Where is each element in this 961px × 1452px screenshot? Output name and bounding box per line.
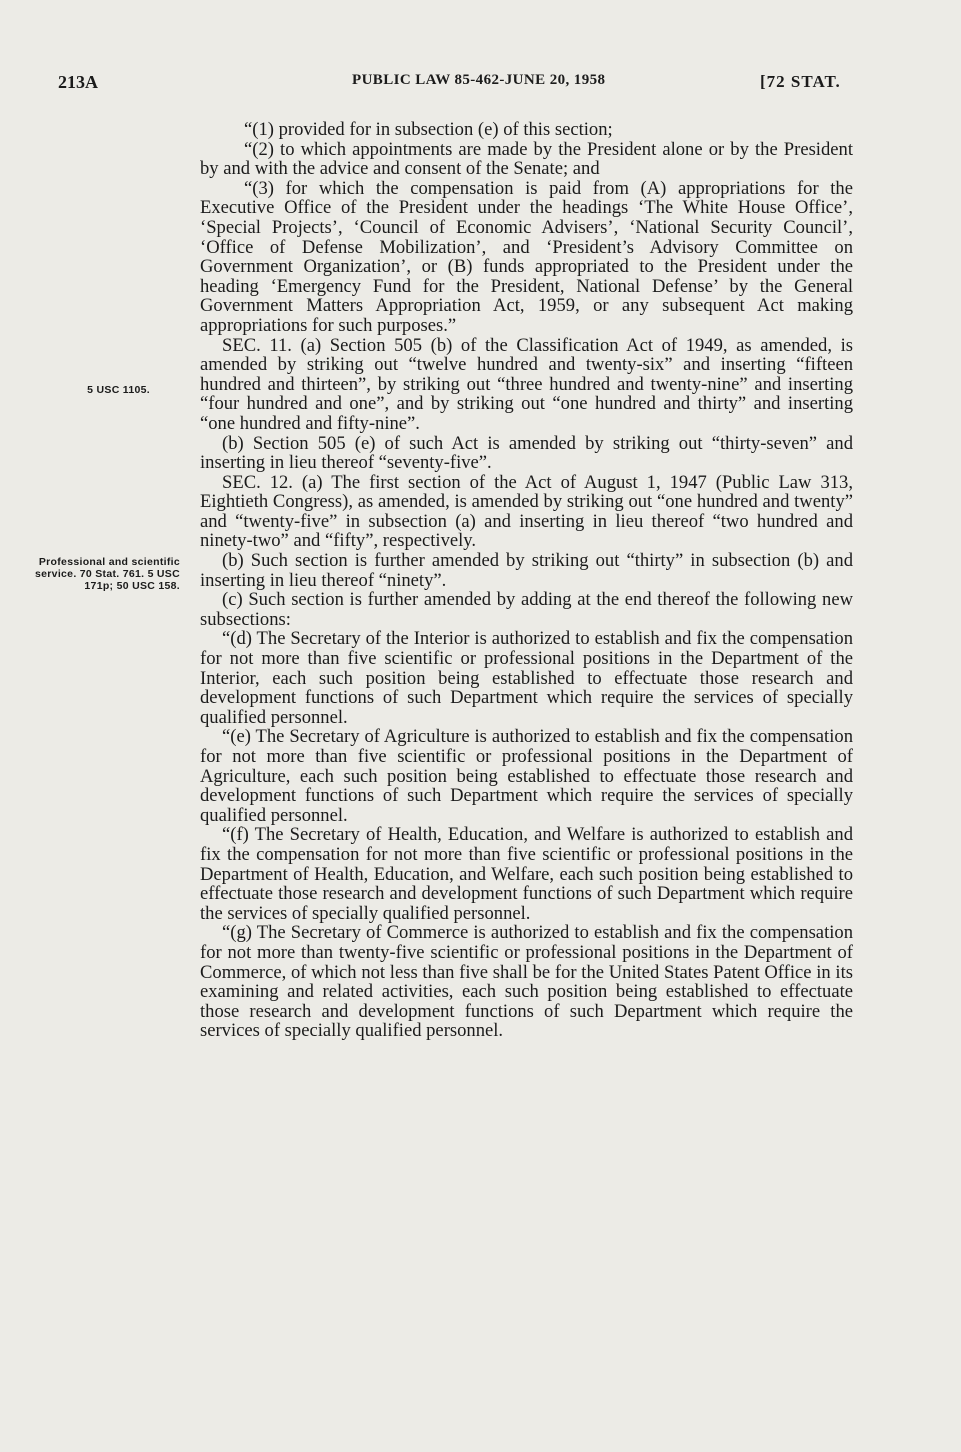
statute-volume: [72 STAT. bbox=[760, 72, 841, 91]
margin-note-usc-1105: 5 USC 1105. bbox=[87, 384, 150, 396]
margin-note-professional-service: Professional and scientific service. 70 Stat. 761. 5 USC 171p; 50 USC 158. bbox=[35, 556, 180, 592]
sec12-b: (b) Such section is further amended by striking out “thirty” in subsection (b) and inserting in lieu thereof “ninety”. bbox=[200, 550, 853, 591]
subsection-e: “(e) The Secretary of Agriculture is authorized to establish and fix the compensation for not more than five scientific or professional positions in the Department of Agriculture, each such position being established to effectuate those research and development functions of such Department which require the services of specially qualified personnel. bbox=[200, 726, 853, 826]
clause-2: “(2) to which appointments are made by the President alone or by the President by and with the advice and consent of the Senate; and bbox=[200, 138, 853, 180]
sec12-a: SEC. 12. (a) The first section of the Act of August 1, 1947 (Public Law 313, Eightieth Congress), as amended, is amended by striking out “one hundred and twenty” and “twenty-five” in subsection (a) and inserting in lieu thereof “two hundred and ninety-two” and “fifty”, respectively. bbox=[200, 471, 853, 552]
page-number: 213A bbox=[58, 72, 98, 92]
subsection-d: “(d) The Secretary of the Interior is authorized to establish and fix the compensation for not more than five scientific or professional positions in the Department of the Interior, each such position being established to effectuate those research and development functions of such Department which require the services of specially qualified personnel. bbox=[200, 628, 853, 728]
body-text bbox=[200, 120, 853, 1041]
subsection-f: “(f) The Secretary of Health, Education, and Welfare is authorized to establish and fix the compensation for not more than five scientific or professional positions in the Department of Health, Education, and Welfare, each such position being established to effectuate those research and development functions of such Department which require the services of specially qualified personnel. bbox=[200, 824, 853, 924]
running-title: PUBLIC LAW 85-462-JUNE 20, 1958 bbox=[352, 72, 606, 88]
clause-3: “(3) for which the compensation is paid from (A) appropriations for the Executive Office of the President under the headings ‘The White House Office’, ‘Special Projects’, ‘Council of Economic Advisers’, ‘National Security Council’, ‘Office of Defense Mobilization’, and ‘President’s Advisory Committee on Government Organization’, or (B) funds appropriated to the President under the heading ‘Emergency Fund for the President, National Defense’ by the General Government Matters Appropriation Act, 1959, or any subsequent Act making appropriations for such purposes.” bbox=[200, 177, 853, 336]
sec12-c: (c) Such section is further amended by adding at the end thereof the following new subsections: bbox=[200, 589, 853, 630]
sec11-a: SEC. 11. (a) Section 505 (b) of the Classification Act of 1949, as amended, is amended by striking out “twelve hundred and twenty-six” and inserting “fifteen hundred and thirteen”, by striking out “three hundred and twenty-nine” and inserting “four hundred and one”, and by striking out “one hundred and thirty” and inserting “one hundred and fifty-nine”. bbox=[200, 334, 853, 434]
subsection-g: “(g) The Secretary of Commerce is authorized to establish and fix the compensation for not more than twenty-five scientific or professional positions in the Department of Commerce, of which not less than five shall be for the United States Patent Office in its examining and related activities, each such position being established to effectuate those research and development functions of such Department which require the services of specially qualified personnel. bbox=[200, 922, 853, 1042]
clause-1: “(1) provided for in subsection (e) of this section; bbox=[244, 119, 613, 140]
sec11-b: (b) Section 505 (e) of such Act is amended by striking out “thirty-seven” and inserting in lieu thereof “seventy-five”. bbox=[200, 432, 853, 474]
